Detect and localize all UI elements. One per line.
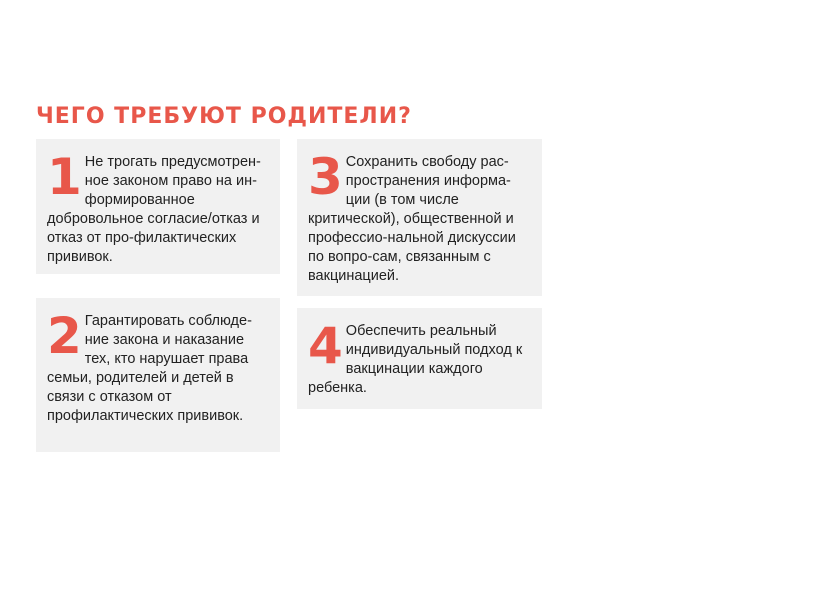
demand-card-3 [297, 139, 542, 296]
demand-text-2: Гарантировать соблюде-ние закона и наказание тех, кто нарушает права семьи, родителей и детей в связи с отказом от профилактических прививок. [47, 313, 252, 424]
demand-number-4: 4 [308, 317, 343, 375]
demand-card-1 [36, 139, 280, 274]
page-title: ЧЕГО ТРЕБУЮТ РОДИТЕЛИ? [36, 104, 412, 129]
demand-card-2 [36, 298, 280, 452]
demand-text-4: Обеспечить реальный индивидуальный подход к вакцинации каждого ребенка. [308, 323, 523, 396]
demand-number-3: 3 [308, 148, 343, 206]
demand-card-4 [297, 308, 542, 409]
demand-text-3: Сохранить свободу рас-пространения информа-ции (в том числе критической), общественной и профессио-нальной дискуссии по вопро-сам, связанным с вакцинацией. [308, 154, 516, 284]
demand-number-2: 2 [47, 307, 82, 365]
demand-text-1: Не трогать предусмотрен-ное законом право на ин-формированное добровольное согласие/отказ и отказ от про-филактических прививок. [47, 154, 261, 265]
demand-number-1: 1 [47, 148, 82, 206]
